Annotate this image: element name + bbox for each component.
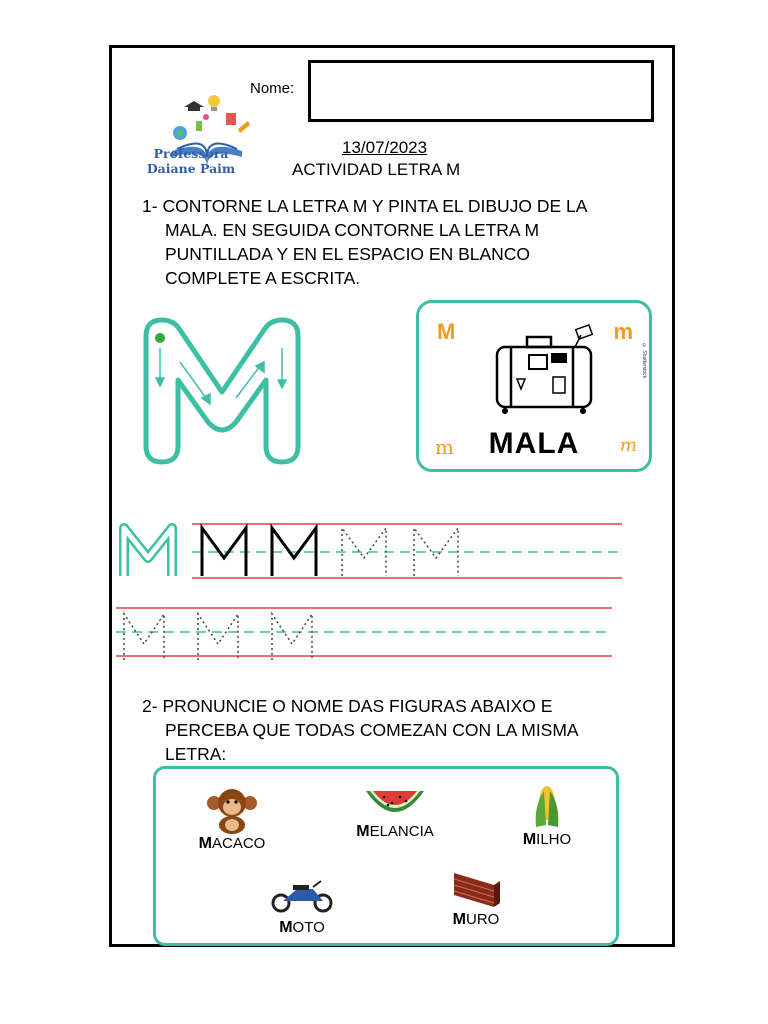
watermelon-icon [362, 783, 428, 823]
name-input-box[interactable] [308, 60, 654, 122]
question-1-number: 1- [142, 196, 158, 216]
picture-melancia[interactable] [350, 783, 440, 841]
brick-wall-icon [448, 867, 504, 911]
picture-macaco[interactable] [192, 787, 272, 853]
card-uppercase-m: M [437, 319, 456, 344]
date-text: 13/07/2023 [342, 138, 428, 157]
handwriting-practice-lines[interactable] [112, 518, 632, 668]
picture-milho[interactable] [512, 781, 582, 849]
card-word-rest: ALA [514, 427, 580, 460]
card-script-m-left: m [435, 435, 454, 459]
card-credit: © Shutterstock [641, 343, 647, 379]
question-1-line-3: PUNTILLADA Y EN EL ESPACIO EN BLANCO [165, 244, 531, 264]
logo-line-2: Daiane Paim [146, 161, 236, 176]
mala-picture-card [416, 300, 652, 472]
question-2-line-2: PERCEBA QUE TODAS COMEZAN CON LA MISMA [165, 720, 579, 740]
picture-muro-label: MURO [452, 911, 500, 928]
picture-moto[interactable] [262, 877, 342, 937]
picture-muro[interactable] [436, 867, 516, 929]
picture-moto-label: MOTO [279, 919, 325, 936]
logo-text [132, 146, 250, 176]
question-1 [142, 194, 662, 290]
monkey-icon [204, 787, 260, 835]
card-lowercase-m: m [613, 319, 633, 344]
pictures-box [153, 766, 619, 946]
picture-melancia-label: MELANCIA [356, 823, 434, 840]
question-1-line-4: COMPLETE A ESCRITA. [165, 268, 361, 288]
question-2 [142, 694, 662, 766]
card-script-m-right: m [619, 435, 637, 456]
motorcycle-icon [269, 877, 335, 913]
logo-line-1: Professora [153, 146, 229, 161]
question-1-line-1: CONTORNE LA LETRA M Y PINTA EL DIBUJO DE LA [162, 196, 588, 216]
card-word-first-letter: M [488, 427, 515, 460]
question-2-line-1: PRONUNCIE O NOME DAS FIGURAS ABAIXO E [162, 696, 553, 716]
picture-macaco-label: MACACO [198, 835, 266, 852]
corn-icon [532, 781, 562, 831]
question-2-number: 2- [142, 696, 158, 716]
tracing-letter-m-outline[interactable] [140, 316, 305, 466]
picture-milho-label: MILHO [522, 831, 572, 848]
activity-title: ACTIVIDAD LETRA M [292, 160, 461, 179]
suitcase-icon[interactable] [489, 323, 599, 418]
question-1-line-2: MALA. EN SEGUIDA CONTORNE LA LETRA M [165, 220, 540, 240]
name-label: Nome: [250, 80, 295, 97]
question-2-line-3: LETRA: [165, 744, 227, 764]
worksheet-page [109, 45, 675, 947]
